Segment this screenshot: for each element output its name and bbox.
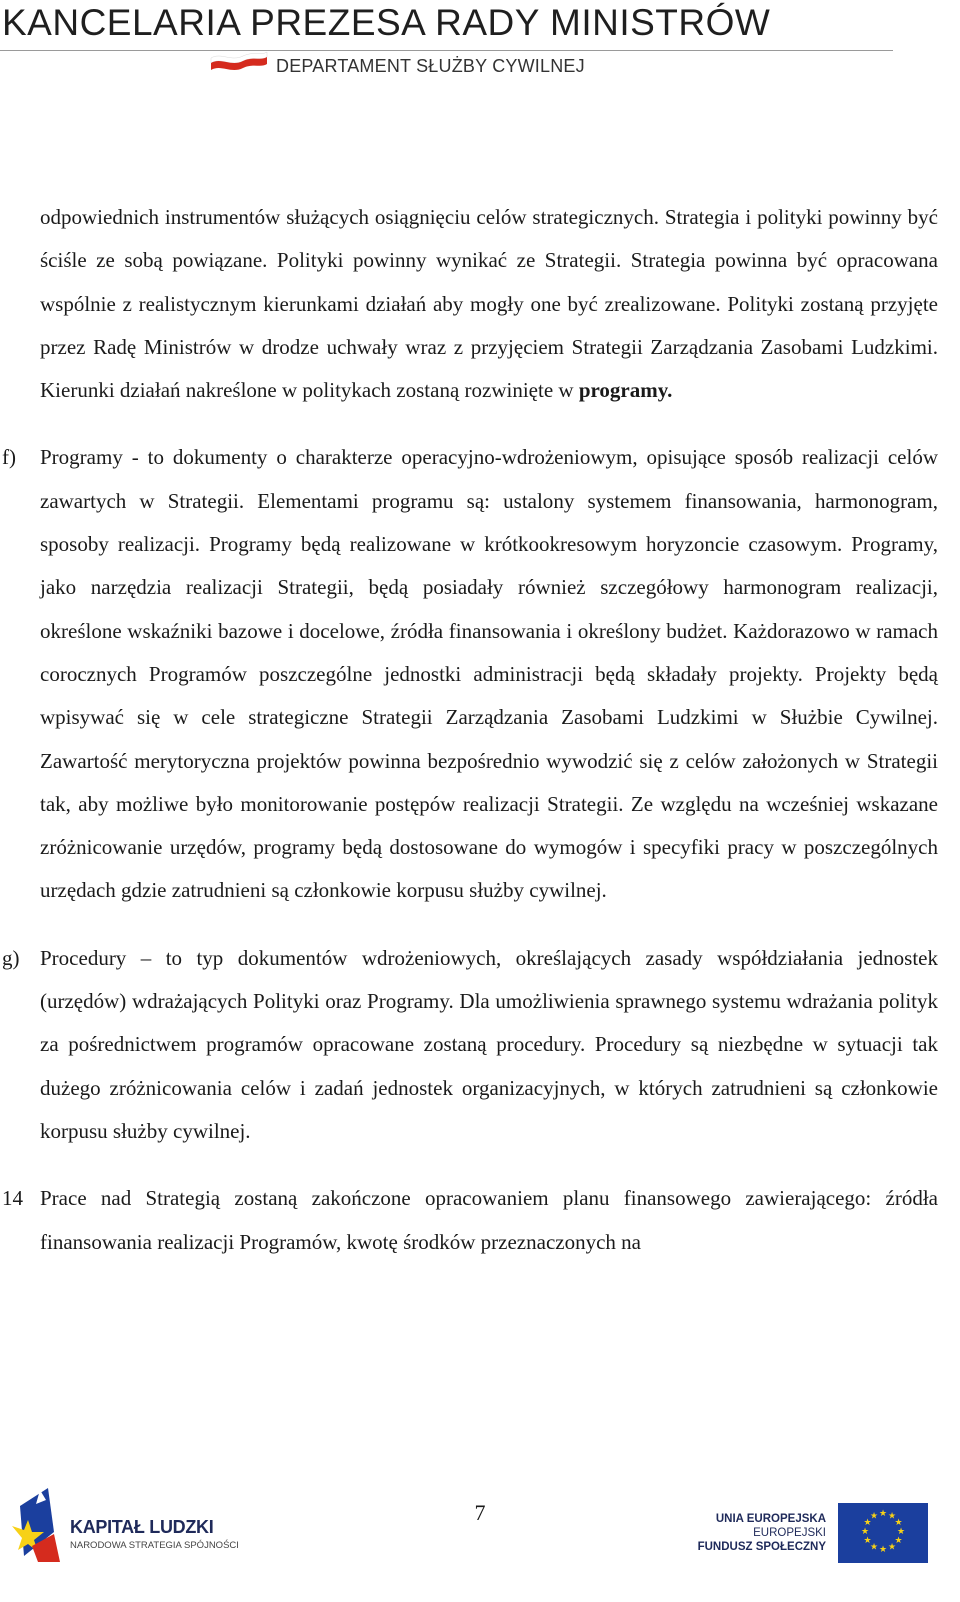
kapital-ludzki-subtitle: NARODOWA STRATEGIA SPÓJNOŚCI [70, 1540, 239, 1551]
list-item-f [0, 436, 960, 912]
svg-text:★: ★ [896, 1527, 906, 1537]
list-item-14-text: Prace nad Strategią zostaną zakończone opracowaniem planu finansowego zawierającego: źródła finansowania realizacji Programów, kwotę środków przeznaczonych na [40, 1186, 938, 1254]
kapital-ludzki-logo-icon [10, 1486, 68, 1564]
svg-text:★: ★ [887, 1542, 897, 1553]
list-marker-f: f) [2, 445, 16, 470]
header-divider [0, 50, 893, 51]
department-title: DEPARTAMENT SŁUŻBY CYWILNEJ [276, 56, 585, 76]
svg-text:★: ★ [863, 1536, 872, 1546]
page-header [0, 0, 960, 90]
document-body [0, 196, 960, 1264]
org-title: KANCELARIA PREZESA RADY MINISTRÓW [2, 2, 771, 43]
svg-text:★: ★ [887, 1511, 897, 1522]
eu-label [686, 1512, 826, 1554]
list-marker-14: 14 [2, 1186, 23, 1211]
waving-flag-icon [209, 48, 269, 74]
svg-text:★: ★ [878, 1509, 888, 1519]
list-item-g-text: Procedury – to typ dokumentów wdrożeniowych, określających zasady współdziałania jednostek (urzędów) wdrażających Polityki oraz Programy. Dla umożliwienia sprawnego systemu wdrażania polityk za pośrednictwem programów opracowane zostaną procedury. Procedury są niezbędne w sytuacji tak dużego zróżnicowania celów i zadań jednostek organizacyjnych, w których zatrudnieni są członkowie korpusu służby cywilnej. [40, 945, 938, 1143]
list-item-f-text: Programy - to dokumenty o charakterze operacyjno-wdrożeniowym, opisujące sposób realizacji celów zawartych w Strategii. Elementami programu są: ustalony systemem finansowania, harmonogram, sposoby realizacji. Programy będą realizowane w krótkookresowym horyzoncie czasowym. Programy, jako narzędzia realizacji Strategii, będą posiadały również szczegółowy harmonogram realizacji, określone wskaźniki bazowe i docelowe, źródła finansowania i określony budżet. Każdorazowo w ramach corocznych Programów poszczególne jednostki administracji będą składały projekty. Projekty będą wpisywać się w cele strategiczne Strategii Zarządzania Zasobami Ludzkimi w Służbie Cywilnej. Zawartość merytoryczna projektów powinna bezpośrednio wywodzić się z celów założonych w Strategii tak, aby możliwe było monitorowanie postępów realizacji Strategii. Ze względu na wcześniej wskazane zróżnicowanie urzędów, programy będą dostosowane do wymogów i specyfiki pracy w poszczególnych urzędach gdzie zatrudnieni są członkowie korpusu służby cywilnej. [40, 445, 938, 903]
eu-line-2: EUROPEJSKI [753, 1527, 826, 1539]
list-item-14 [0, 1177, 960, 1264]
svg-text:★: ★ [860, 1527, 870, 1537]
intro-text: odpowiednich instrumentów służących osiągnięciu celów strategicznych. Strategia i polityki powinny być ściśle ze sobą powiązane. Polityki powinny wynikać ze Strategii. Strategia powinna być opracowana wspólnie z realistycznym kierunkami działań aby mogły one być zrealizowane. Polityki zostaną przyjęte przez Radę Ministrów w drodze uchwały wraz z przyjęciem Strategii Zarządzania Zasobami Ludzkimi. Kierunki działań nakreślone w politykach zostaną rozwinięte w [40, 205, 938, 403]
svg-text:★: ★ [863, 1518, 872, 1528]
eu-line-1: UNIA EUROPEJSKA [715, 1513, 826, 1525]
intro-bold-term: programy. [578, 378, 673, 403]
kapital-ludzki-name: KAPITAŁ LUDZKI [70, 1517, 214, 1537]
intro-paragraph [0, 196, 960, 412]
list-marker-g: g) [2, 945, 20, 970]
eu-flag-icon [838, 1503, 928, 1563]
list-item-g [0, 937, 960, 1153]
svg-text:★: ★ [894, 1518, 903, 1528]
eu-line-3: FUNDUSZ SPOŁECZNY [697, 1541, 826, 1553]
svg-text:★: ★ [869, 1511, 879, 1522]
svg-text:★: ★ [894, 1536, 903, 1546]
page-number: 7 [474, 1500, 486, 1525]
svg-text:★: ★ [869, 1542, 879, 1553]
svg-text:★: ★ [878, 1545, 888, 1555]
